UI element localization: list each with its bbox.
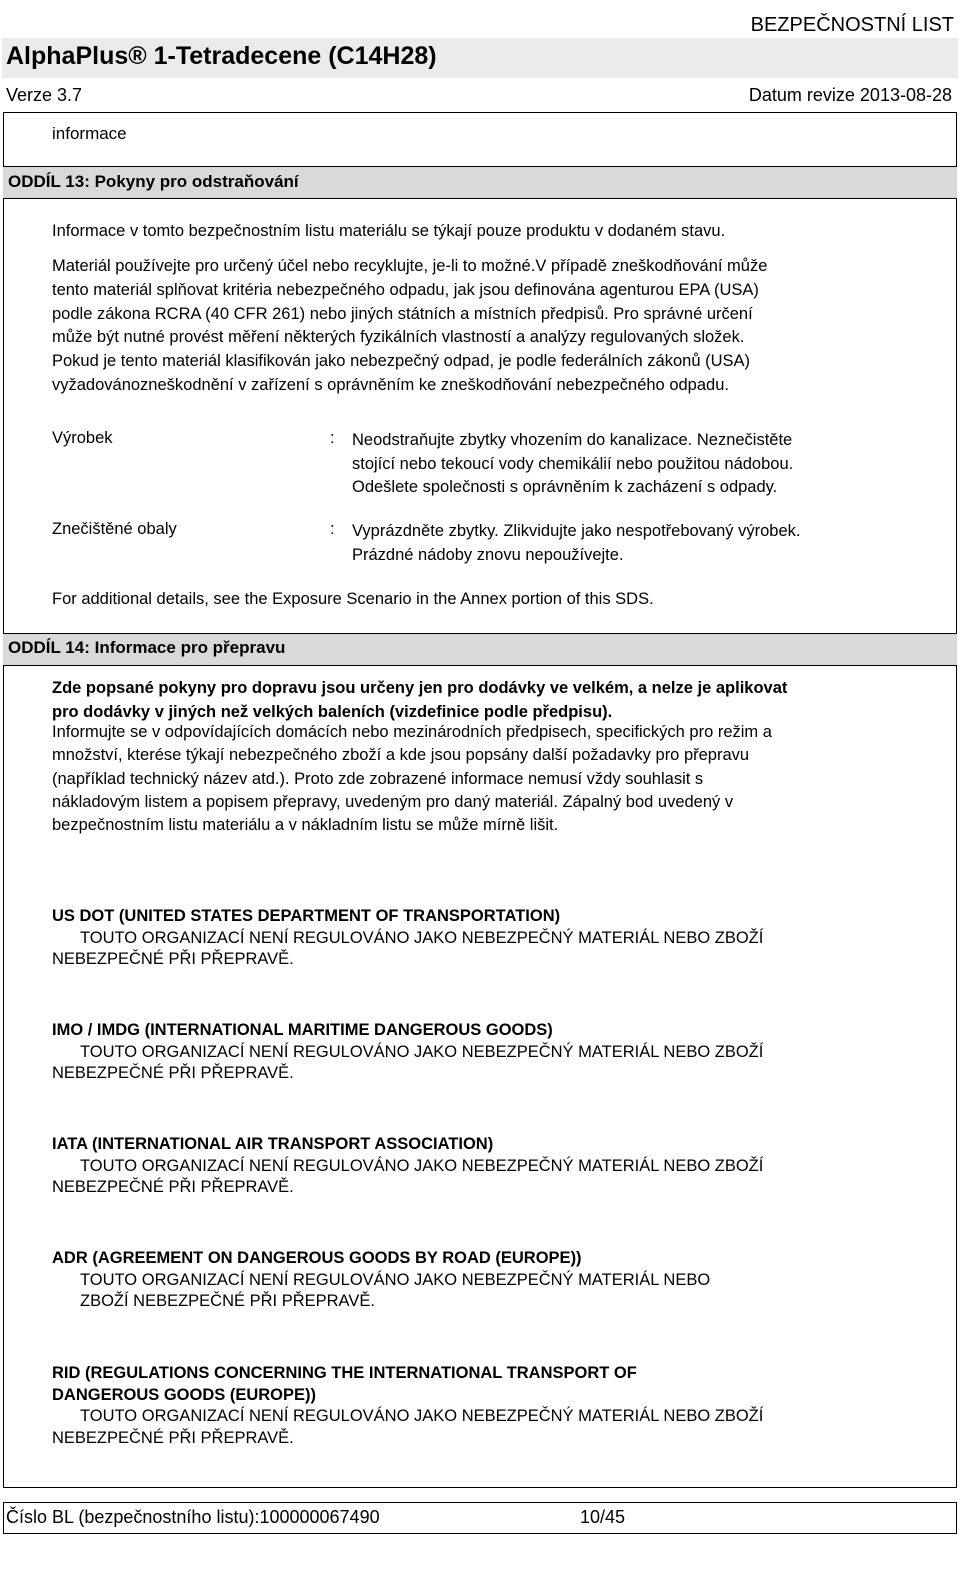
row-label-packaging: Znečištěné obaly — [52, 520, 177, 538]
transport-status: NEBEZPEČNÉ PŘI PŘEPRAVĚ. — [52, 1178, 294, 1196]
transport-title: RID (REGULATIONS CONCERNING THE INTERNATIONAL TRANSPORT OF — [52, 1364, 637, 1382]
text-line: pro dodávky v jiných než velkých baleních (vizdefinice podle předpisu). — [52, 702, 613, 721]
text-line: bezpečnostním listu materiálu a v nákladním listu se může mírně lišit. — [52, 816, 559, 835]
text-line: množství, kterése týkají nebezpečného zboží a kde jsou popsány další požadavky pro přepravu — [52, 746, 750, 765]
transport-adr — [52, 1248, 710, 1313]
transport-title: IATA (INTERNATIONAL AIR TRANSPORT ASSOCIATION) — [52, 1135, 494, 1153]
text-line: tento materiál splňovat kritéria nebezpečného odpadu, jak jsou definována agenturou EPA (USA) — [52, 280, 759, 299]
text-line: Vyprázdněte zbytky. Zlikvidujte jako nespotřebovaný výrobek. — [352, 522, 801, 540]
transport-imo-imdg — [52, 1020, 763, 1085]
row-value-packaging — [352, 520, 800, 567]
row-label-product: Výrobek — [52, 429, 113, 447]
text-line: Prázdné nádoby znovu nepoužívejte. — [352, 545, 624, 564]
transport-status: NEBEZPEČNÉ PŘI PŘEPRAVĚ. — [52, 1428, 294, 1447]
row-colon: : — [330, 429, 335, 447]
transport-status: TOUTO ORGANIZACÍ NENÍ REGULOVÁNO JAKO NEBEZPEČNÝ MATERIÁL NEBO ZBOŽÍ — [80, 1042, 764, 1061]
doc-type: BEZPEČNOSTNÍ LIST — [750, 14, 954, 36]
text-line: může být nutné provést měření některých fyzikálních vlastností a analýzy regulovaných složek. — [52, 328, 745, 347]
transport-status: TOUTO ORGANIZACÍ NENÍ REGULOVÁNO JAKO NEBEZPEČNÝ MATERIÁL NEBO — [80, 1270, 711, 1289]
transport-status: NEBEZPEČNÉ PŘI PŘEPRAVĚ. — [52, 950, 294, 968]
row-value-product — [352, 429, 793, 500]
doc-number: Číslo BL (bezpečnostního listu):100000067490 — [6, 1507, 380, 1527]
transport-title: IMO / IMDG (INTERNATIONAL MARITIME DANGEROUS GOODS) — [52, 1021, 553, 1039]
prev-section-frame — [3, 112, 957, 167]
section14-title: ODDÍL 14: Informace pro přepravu — [8, 638, 286, 657]
transport-title: ADR (AGREEMENT ON DANGEROUS GOODS BY ROAD (EUROPE)) — [52, 1249, 582, 1267]
transport-status: TOUTO ORGANIZACÍ NENÍ REGULOVÁNO JAKO NEBEZPEČNÝ MATERIÁL NEBO ZBOŽÍ — [80, 1156, 764, 1175]
text-line: nákladovým listem a popisem přepravy, uvedeným pro daný materiál. Zápalný bod uvedený v — [52, 792, 734, 811]
text-line: Materiál používejte pro určený účel nebo recyklujte, je-li to možné.V případě zneškodňování může — [52, 257, 768, 275]
text-line: podle zákona RCRA (40 CFR 261) nebo jiných státních a místních předpisů. Pro správné určení — [52, 304, 753, 323]
text-line: Odešlete společnosti s oprávněním k zacházení s odpady. — [352, 478, 778, 496]
section14-bold-intro — [52, 677, 957, 725]
section13-footer-note: For additional details, see the Exposure Scenario in the Annex portion of this SDS. — [52, 590, 654, 608]
prev-section-tail: informace — [52, 124, 127, 143]
section14-para — [52, 721, 957, 837]
text-line: Informujte se v odpovídajících domácích nebo mezinárodních předpisech, specifických pro režim a — [52, 723, 772, 741]
section13-para2 — [52, 255, 952, 398]
version: Verze 3.7 — [6, 85, 83, 105]
product-title: AlphaPlus® 1-Tetradecene (C14H28) — [6, 42, 437, 70]
revision-date: Datum revize 2013-08-28 — [748, 85, 952, 105]
section13-title: ODDÍL 13: Pokyny pro odstraňování — [8, 172, 299, 191]
transport-title: DANGEROUS GOODS (EUROPE)) — [52, 1385, 317, 1404]
text-line: stojící nebo tekoucí vody chemikálií nebo použitou nádobou. — [352, 454, 794, 473]
transport-status: TOUTO ORGANIZACÍ NENÍ REGULOVÁNO JAKO NEBEZPEČNÝ MATERIÁL NEBO ZBOŽÍ — [80, 928, 764, 947]
transport-title: US DOT (UNITED STATES DEPARTMENT OF TRANSPORTATION) — [52, 907, 561, 925]
transport-status: TOUTO ORGANIZACÍ NENÍ REGULOVÁNO JAKO NEBEZPEČNÝ MATERIÁL NEBO ZBOŽÍ — [80, 1407, 764, 1425]
page-number: 10/45 — [580, 1507, 626, 1527]
text-line: Pokud je tento materiál klasifikován jako nebezpečný odpad, je podle federálních zákonů (USA) — [52, 352, 751, 371]
transport-status: NEBEZPEČNÉ PŘI PŘEPRAVĚ. — [52, 1064, 294, 1082]
transport-rid — [52, 1363, 763, 1449]
transport-iata — [52, 1134, 763, 1199]
text-line: vyžadovánozneškodnění v zařízení s oprávněním ke zneškodňování nebezpečného odpadu. — [52, 375, 729, 394]
text-line: (například technický název atd.). Proto zde zobrazené informace nemusí vždy souhlasit s — [52, 769, 704, 788]
row-colon: : — [330, 520, 335, 538]
text-line: Neodstraňujte zbytky vhozením do kanalizace. Neznečistěte — [352, 431, 793, 449]
section13-para1: Informace v tomto bezpečnostním listu materiálu se týkají pouze produktu v dodaném stavu. — [52, 222, 726, 240]
text-line: Zde popsané pokyny pro dopravu jsou určeny jen pro dodávky ve velkém, a nelze je aplikovat — [52, 679, 788, 697]
transport-status: ZBOŽÍ NEBEZPEČNÉ PŘI PŘEPRAVĚ. — [80, 1292, 375, 1310]
transport-us-dot — [52, 906, 763, 971]
